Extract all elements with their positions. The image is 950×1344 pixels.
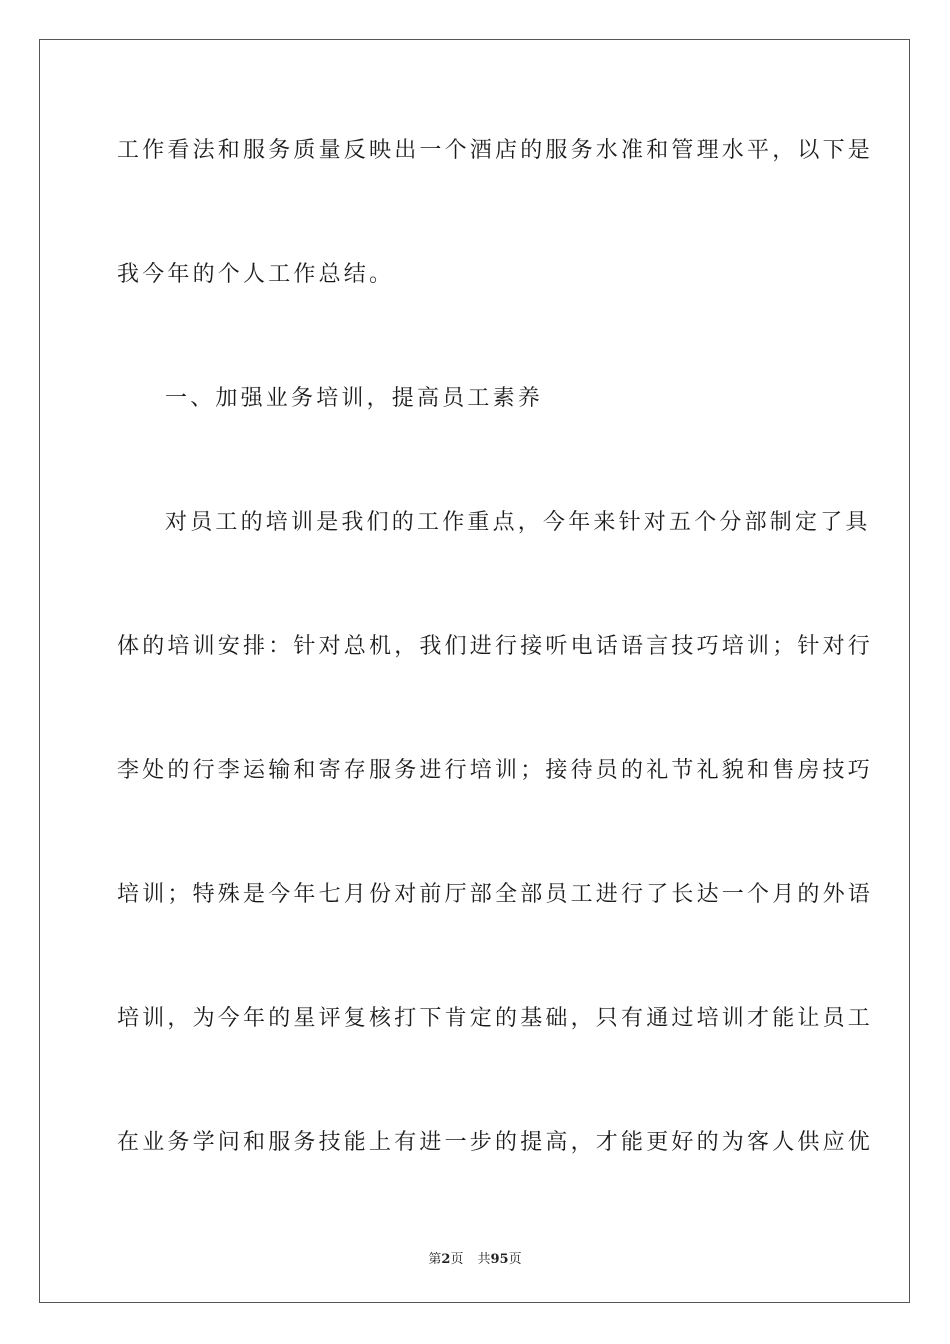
total-suffix: 页 xyxy=(508,1252,522,1267)
body-text-line: 在业务学问和服务技能上有进一步的提高，才能更好的为客人供应优 xyxy=(117,1130,874,1155)
body-text-line: 体的培训安排：针对总机，我们进行接听电话语言技巧培训；针对行 xyxy=(117,634,874,659)
page-prefix: 第 xyxy=(428,1252,442,1267)
page-suffix: 页 xyxy=(450,1252,464,1267)
page-number: 2 xyxy=(441,1252,451,1267)
page-footer xyxy=(0,1248,950,1267)
total-pages: 95 xyxy=(490,1252,509,1267)
total-prefix: 共 xyxy=(477,1252,491,1267)
body-text-line: 我今年的个人工作总结。 xyxy=(117,262,395,287)
body-text-line: 培训；特殊是今年七月份对前厅部全部员工进行了长达一个月的外语 xyxy=(117,882,874,907)
body-text-line: 培训，为今年的星评复核打下肯定的基础，只有通过培训才能让员工 xyxy=(117,1006,874,1031)
body-text-line: 对员工的培训是我们的工作重点，今年来针对五个分部制定了具 xyxy=(165,510,871,535)
body-text-line: 工作看法和服务质量反映出一个酒店的服务水准和管理水平，以下是 xyxy=(117,138,874,163)
body-text-line: 李处的行李运输和寄存服务进行培训；接待员的礼节礼貌和售房技巧 xyxy=(117,758,874,783)
section-heading: 一、加强业务培训，提高员工素养 xyxy=(165,386,544,411)
page-border xyxy=(39,39,910,1303)
